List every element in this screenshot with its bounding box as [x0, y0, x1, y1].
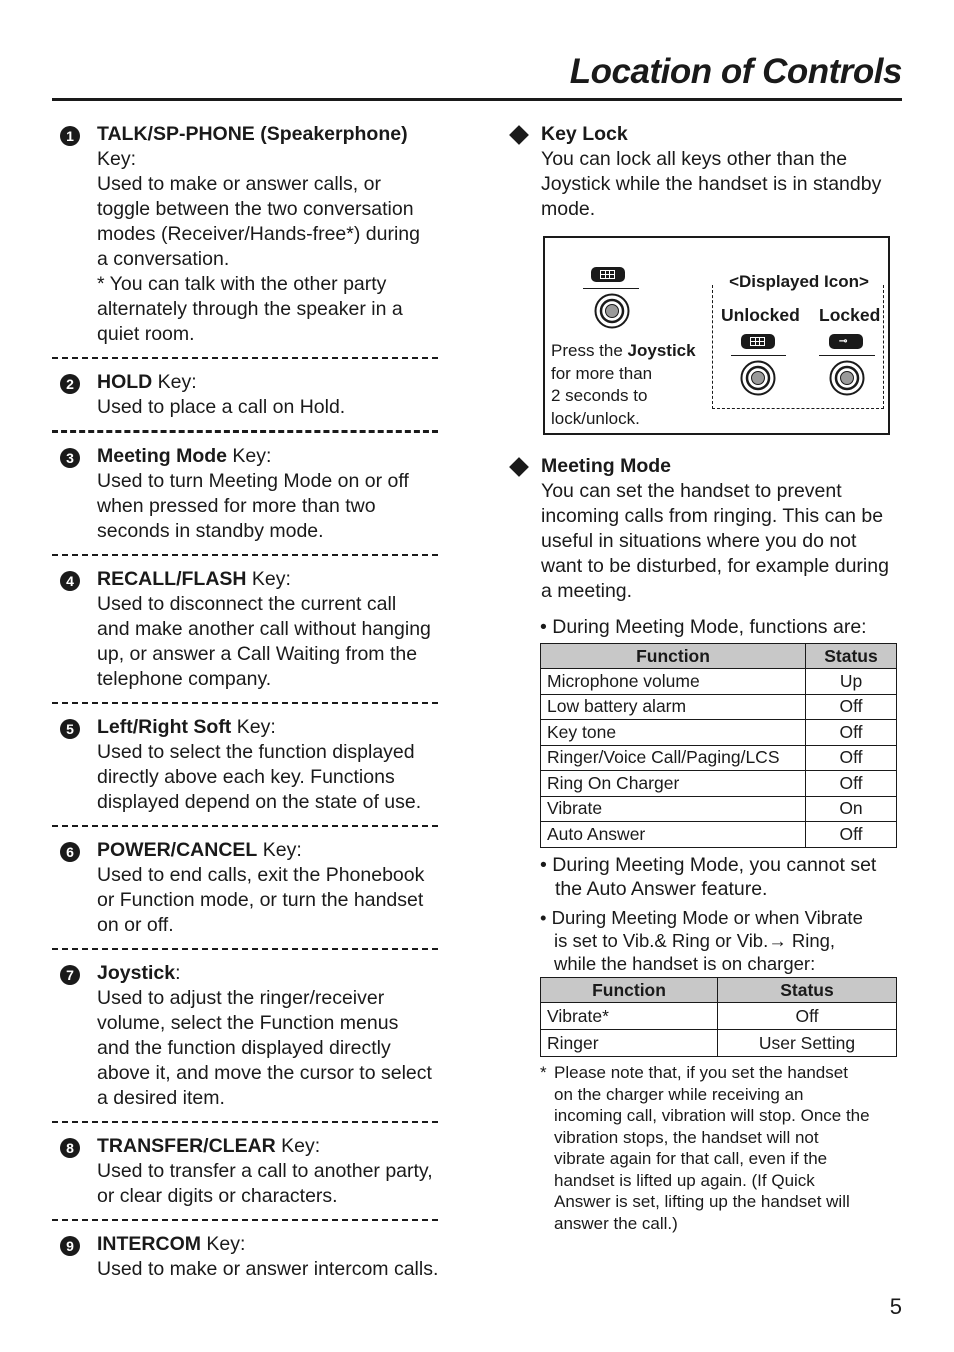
desc-line: telephone company. — [97, 668, 272, 690]
text-line: mode. — [541, 198, 596, 220]
note-line: incoming call, vibration will stop. Once the — [554, 1106, 870, 1125]
control-name: POWER/CANCEL — [97, 839, 258, 861]
dashed-divider — [52, 948, 438, 950]
key-lock-heading — [510, 122, 902, 147]
column-header: Function — [541, 644, 806, 669]
dashed-divider — [52, 430, 438, 433]
desc-line: and the function displayed directly — [97, 1037, 391, 1059]
desc-line: a desired item. — [97, 1087, 225, 1109]
meeting-functions-table — [540, 643, 897, 848]
desc-line: Used to adjust the ringer/receiver — [97, 987, 385, 1009]
control-item — [58, 444, 450, 544]
bullet-line: • During Meeting Mode, you cannot set — [540, 854, 877, 876]
function-cell: Microphone volume — [541, 669, 806, 695]
desc-line: * You can talk with the other party — [97, 273, 387, 295]
page-number: 5 — [889, 1294, 902, 1319]
table-row — [541, 796, 897, 822]
displayed-icon-label: <Displayed Icon> — [719, 272, 879, 292]
bullet-vibrate — [540, 906, 863, 975]
diamond-bullet-icon — [509, 457, 529, 477]
desc-line: a conversation. — [97, 248, 230, 270]
page-title: Location of Controls — [569, 52, 902, 91]
status-cell: Off — [806, 822, 897, 848]
status-cell: Off — [806, 720, 897, 746]
dashed-divider — [52, 825, 438, 827]
note-line: answer the call.) — [554, 1213, 678, 1233]
bullet-line: is set to Vib.& Ring or Vib.→ Ring, — [554, 930, 836, 951]
function-cell: Ring On Charger — [541, 771, 806, 797]
control-suffix: Key: — [152, 371, 197, 393]
dashed-divider — [52, 357, 438, 359]
dashed-divider — [52, 702, 438, 704]
dashed-divider — [52, 1121, 438, 1123]
diamond-bullet-icon — [509, 125, 529, 145]
control-item — [58, 370, 450, 420]
key-lock-figure — [543, 236, 890, 435]
control-name: INTERCOM — [97, 1233, 201, 1255]
number-badge: 6 — [60, 842, 80, 862]
meeting-mode-section — [510, 454, 902, 604]
desc-line: volume, select the Function menus — [97, 1012, 399, 1034]
dashed-divider — [52, 1219, 438, 1221]
note-line: handset is lifted up again. (If Quick — [554, 1170, 815, 1190]
text-line: Joystick while the handset is in standby — [541, 173, 882, 195]
vibrate-footnote — [540, 1062, 902, 1234]
control-suffix: Key: — [201, 1233, 246, 1255]
number-badge: 9 — [60, 1236, 80, 1256]
number-badge: 5 — [60, 719, 80, 739]
function-cell: Vibrate* — [541, 1003, 718, 1030]
function-cell: Ringer/Voice Call/Paging/LCS — [541, 745, 806, 771]
number-badge: 7 — [60, 965, 80, 985]
control-name: Joystick — [97, 962, 176, 984]
table-row — [541, 822, 897, 848]
keypad-display-icon — [591, 267, 625, 282]
note-line: vibration stops, the handset will not — [554, 1127, 819, 1147]
control-name: TRANSFER/CLEAR — [97, 1135, 276, 1157]
desc-line: directly above each key. Functions — [97, 766, 395, 788]
bullet-line: while the handset is on charger: — [554, 953, 816, 974]
control-name: HOLD — [97, 371, 153, 393]
desc-line: or Function mode, or turn the handset — [97, 889, 424, 911]
status-cell: Up — [806, 669, 897, 695]
desc-line: alternately through the speaker in a — [97, 298, 403, 320]
title-rule — [52, 98, 902, 101]
text-line: a meeting. — [541, 580, 633, 602]
text-line: useful in situations where you do not — [541, 530, 857, 552]
bullet-line: • During Meeting Mode or when Vibrate — [540, 907, 863, 928]
press-text: 2 seconds to — [551, 386, 648, 405]
table-row — [541, 1003, 897, 1030]
control-suffix: Key: — [246, 568, 291, 590]
function-cell: Key tone — [541, 720, 806, 746]
number-badge: 3 — [60, 448, 80, 468]
desc-line: quiet room. — [97, 323, 195, 345]
desc-line: toggle between the two conversation — [97, 198, 414, 220]
icon-underline — [583, 288, 639, 289]
desc-line: above it, and move the cursor to select — [97, 1062, 432, 1084]
table-row — [541, 694, 897, 720]
control-item — [58, 838, 450, 938]
desc-line: seconds in standby mode. — [97, 520, 324, 542]
function-cell: Ringer — [541, 1030, 718, 1057]
right-column — [510, 122, 902, 222]
text-line: You can set the handset to prevent — [541, 480, 842, 502]
desc-line: Used to end calls, exit the Phonebook — [97, 864, 425, 886]
desc-line: when pressed for more than two — [97, 495, 376, 517]
bullet-auto-answer — [540, 853, 876, 901]
desc-line: Used to make or answer calls, or — [97, 173, 381, 195]
control-name: Left/Right Soft — [97, 716, 232, 738]
press-instruction — [551, 340, 711, 430]
bullet-line: the Auto Answer feature. — [555, 878, 768, 900]
table-row — [541, 771, 897, 797]
table-row — [541, 720, 897, 746]
column-header: Status — [806, 644, 897, 669]
desc-line: up, or answer a Call Waiting from the — [97, 643, 418, 665]
desc-line: Used to turn Meeting Mode on or off — [97, 470, 409, 492]
text-line: want to be disturbed, for example during — [541, 555, 889, 577]
number-badge: 4 — [60, 571, 80, 591]
control-suffix: : — [175, 962, 181, 984]
press-text: lock/unlock. — [551, 408, 640, 428]
status-cell: Off — [718, 1003, 897, 1030]
desc-line: Used to make or answer intercom calls. — [97, 1258, 439, 1280]
status-cell: User Setting — [718, 1030, 897, 1057]
key-lock-text — [510, 147, 902, 222]
locked-label: Locked — [819, 305, 881, 325]
control-item — [58, 1232, 450, 1282]
status-cell: On — [806, 796, 897, 822]
joystick-icon — [594, 293, 630, 329]
note-line: vibrate again for that call, even if the — [554, 1149, 828, 1168]
table-header-row — [541, 978, 897, 1003]
meeting-mode-heading — [510, 454, 902, 479]
section-heading: Key Lock — [541, 123, 628, 145]
locked-key-icon: ⊸ — [829, 334, 863, 349]
control-suffix: Key: — [97, 148, 137, 170]
note-line: Answer is set, lifting up the handset will — [554, 1192, 850, 1211]
table-row — [541, 745, 897, 771]
desc-line: Used to select the function displayed — [97, 741, 415, 763]
desc-line: Used to transfer a call to another party, — [97, 1160, 433, 1182]
footnote-mark: * — [540, 1063, 547, 1082]
table-header-row — [541, 644, 897, 669]
table-row — [541, 1030, 897, 1057]
desc-line: on or off. — [97, 914, 174, 936]
charger-table — [540, 977, 897, 1057]
status-cell: Off — [806, 694, 897, 720]
number-badge: 8 — [60, 1138, 80, 1158]
number-badge: 2 — [60, 374, 80, 394]
desc-line: or clear digits or characters. — [97, 1185, 338, 1207]
press-text: for more than — [551, 363, 653, 383]
desc-line: and make another call without hanging — [97, 618, 431, 640]
unlocked-icon — [741, 334, 775, 349]
control-name: TALK/SP-PHONE (Speakerphone) — [97, 123, 408, 145]
meeting-mode-text — [510, 479, 902, 604]
control-item — [58, 715, 450, 815]
control-item — [58, 1134, 450, 1209]
status-cell: Off — [806, 745, 897, 771]
text-line: You can lock all keys other than the — [541, 148, 848, 170]
dashed-divider — [52, 554, 438, 556]
function-cell: Auto Answer — [541, 822, 806, 848]
icon-underline — [819, 355, 875, 356]
control-item — [58, 567, 450, 692]
desc-line: modes (Receiver/Hands-free*) during — [97, 223, 420, 245]
desc-line: Used to disconnect the current call — [97, 593, 397, 615]
control-item — [58, 122, 450, 347]
joystick-icon — [740, 360, 776, 396]
note-line: Please note that, if you set the handset — [554, 1063, 848, 1082]
function-cell: Low battery alarm — [541, 694, 806, 720]
status-cell: Off — [806, 771, 897, 797]
joystick-icon — [829, 360, 865, 396]
number-badge: 1 — [60, 126, 80, 146]
section-heading: Meeting Mode — [541, 455, 671, 477]
desc-line: displayed depend on the state of use. — [97, 791, 422, 813]
icon-underline — [731, 355, 786, 356]
table-row — [541, 669, 897, 695]
text-line: incoming calls from ringing. This can be — [541, 505, 884, 527]
control-suffix: Key: — [257, 839, 302, 861]
controls-list — [58, 122, 450, 1282]
desc-line: Used to place a call on Hold. — [97, 396, 346, 418]
column-header: Function — [541, 978, 718, 1003]
control-item — [58, 961, 450, 1111]
bullet-functions: • During Meeting Mode, functions are: — [540, 616, 867, 638]
control-suffix: Key: — [227, 445, 272, 467]
column-header: Status — [718, 978, 897, 1003]
control-name: RECALL/FLASH — [97, 568, 247, 590]
unlocked-label: Unlocked — [721, 305, 800, 325]
control-name: Meeting Mode — [97, 445, 227, 467]
press-bold: Joystick — [627, 341, 696, 360]
function-cell: Vibrate — [541, 796, 806, 822]
press-text: Press the — [551, 341, 628, 360]
control-suffix: Key: — [231, 716, 276, 738]
note-line: on the charger while receiving an — [554, 1084, 804, 1104]
control-suffix: Key: — [275, 1135, 321, 1157]
